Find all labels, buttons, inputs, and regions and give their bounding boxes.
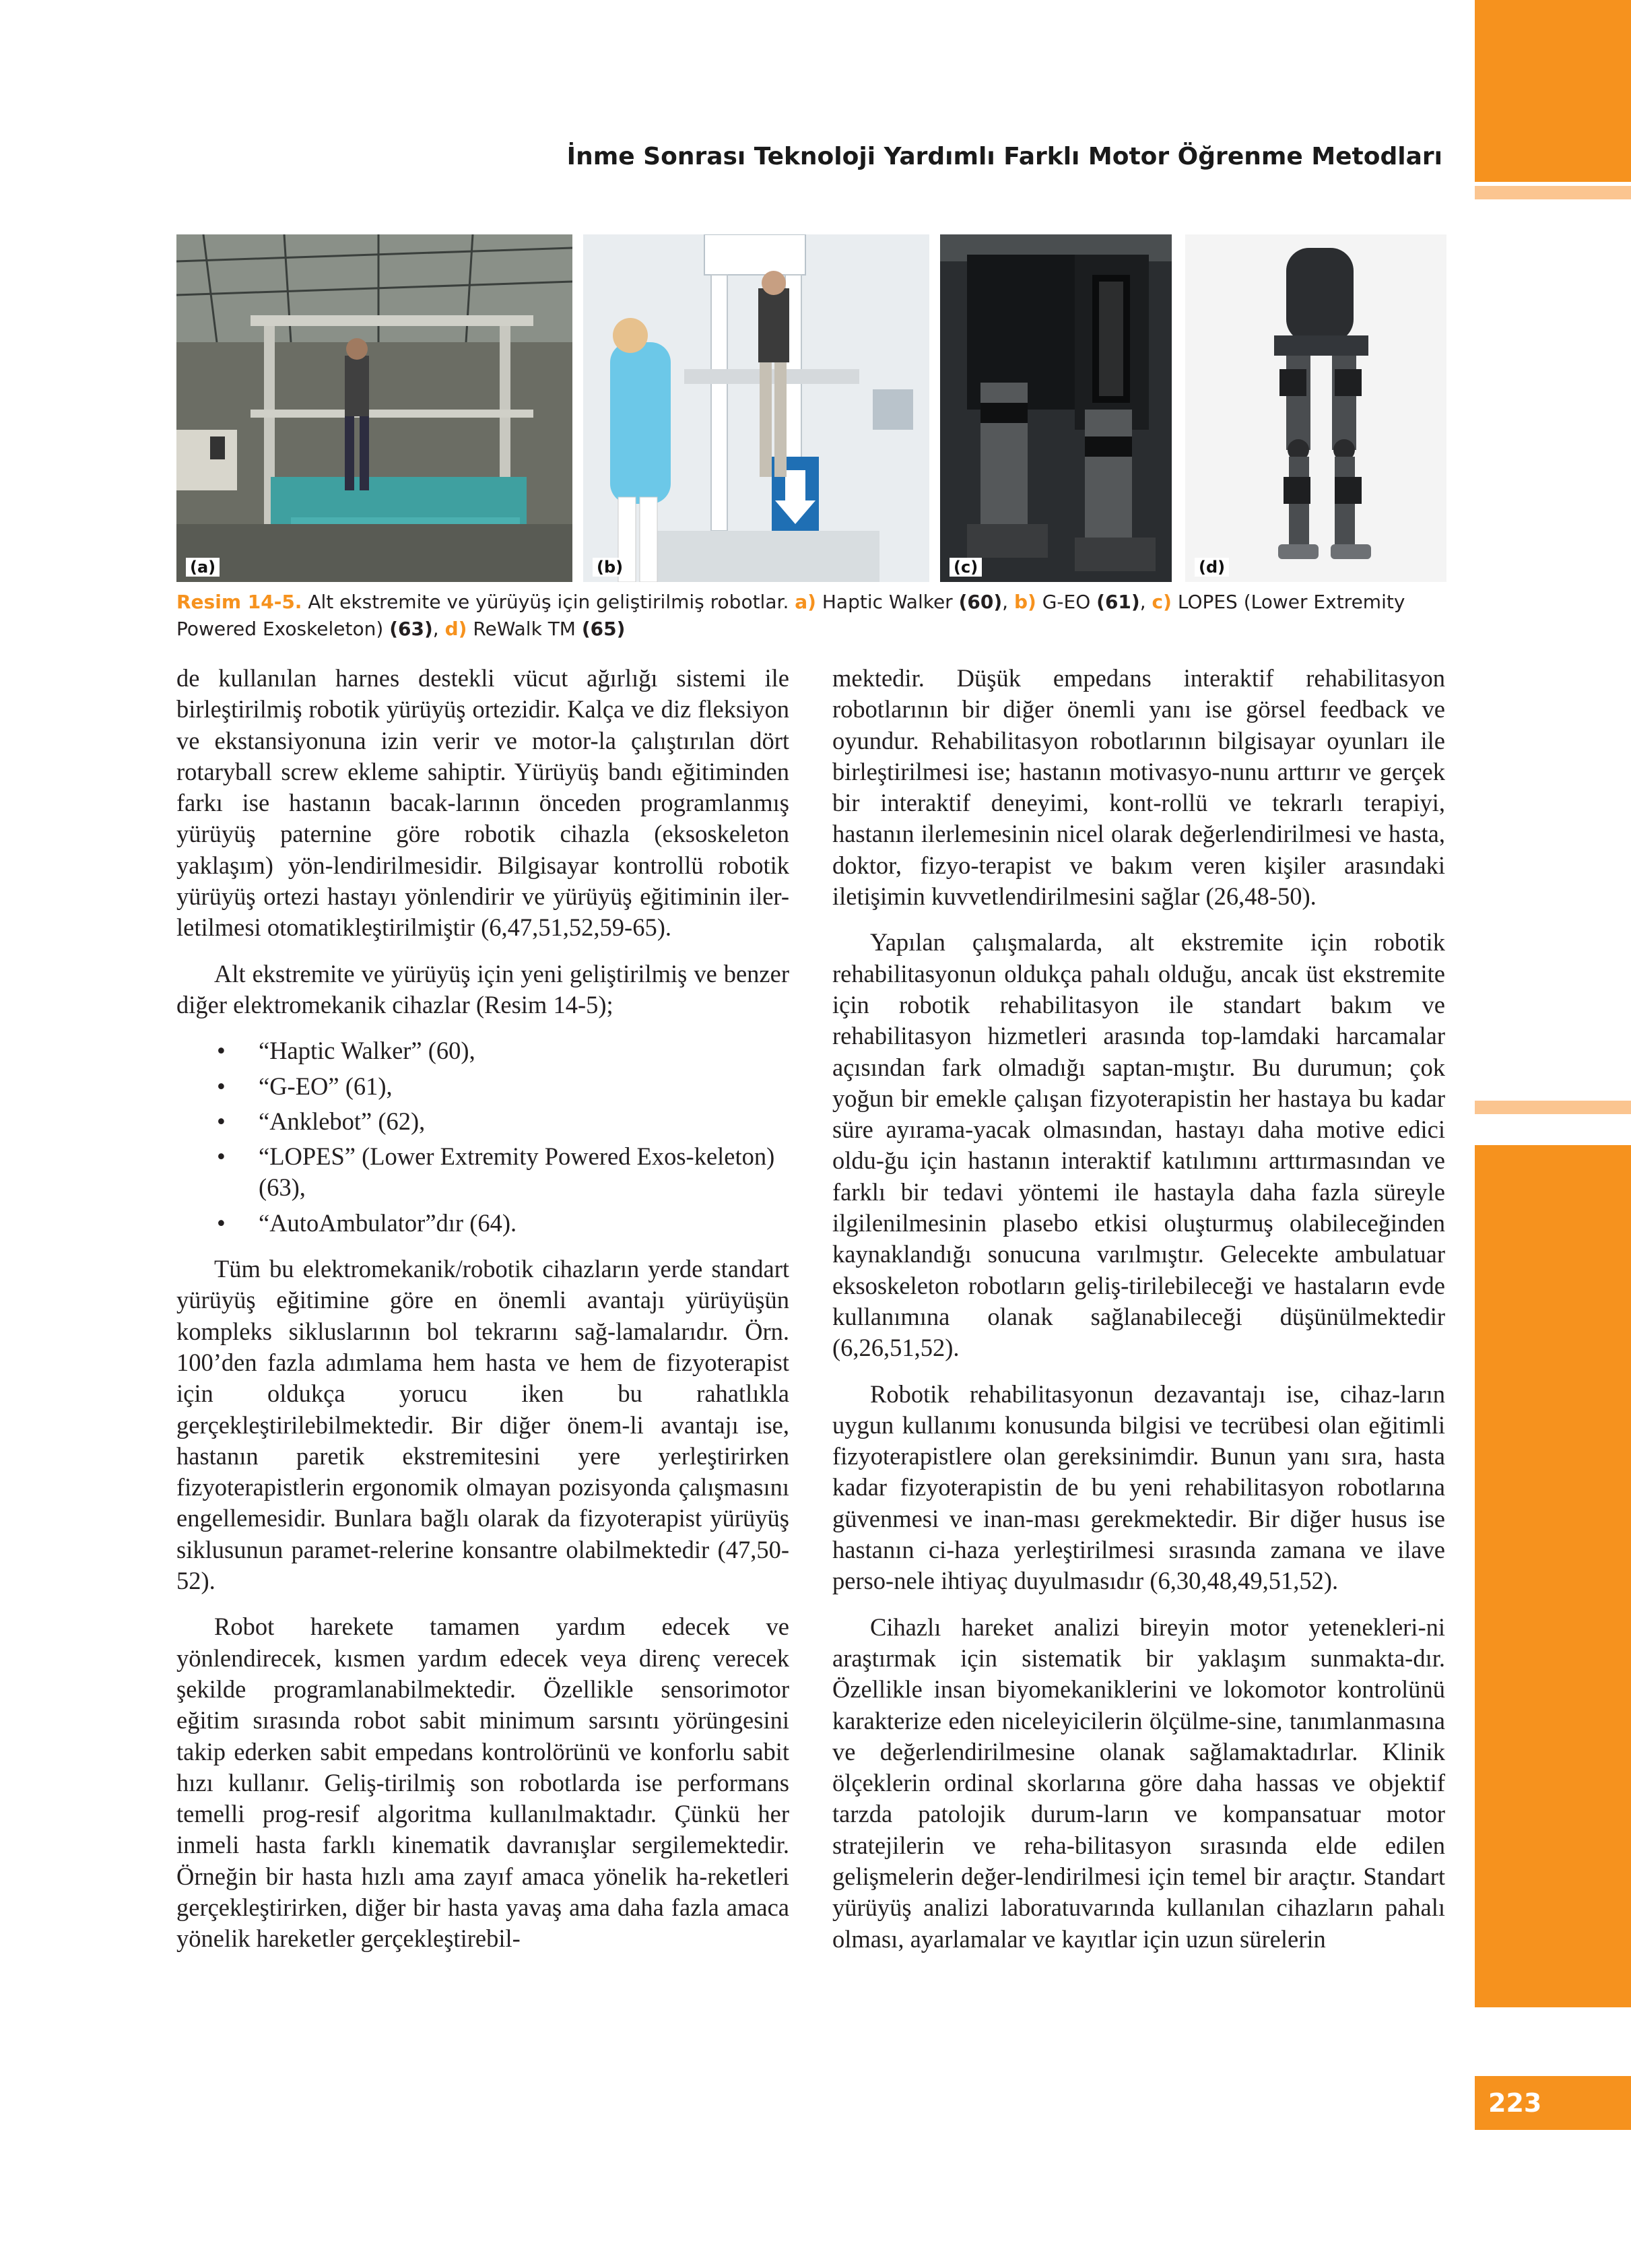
- figure-b-geo: [583, 234, 929, 582]
- list-item: • “AutoAmbulator”dır (64).: [176, 1208, 789, 1239]
- caption-b-text: G-EO: [1036, 591, 1097, 613]
- list-item: • “LOPES” (Lower Extremity Powered Exos-keleton) (63),: [176, 1141, 789, 1204]
- caption-a-ref: (60): [958, 591, 1003, 613]
- figure-d-rewalk: [1185, 234, 1446, 582]
- caption-b-marker: b): [1013, 591, 1036, 613]
- paragraph: Cihazlı hareket analizi bireyin motor yetenekleri-ni araştırmak için sistematik bir yaklaşım sunmakta-dır. Özellikle insan biyomekaniklerini ve lokomotor kontrolünü karakterize eden niceleyicilerin ölçülme-sine, tanımlanmasına ve değerlendirilmesine olanak sağlamaktadırlar. Klinik ölçeklerin ordinal skorlarına göre daha hassas ve objektif tarzda patolojik durum-ların ve kompansatuar motor stratejilerin ve reha-bilitasyon sırasında elde edilen gelişmelerin değer-lendirilmesi için temel bir araçtır. Standart yürüyüş analizi laboratuvarında kullanılan cihazların pahalı olması, ayarlamalar ve kayıtlar için uzun sürelerin: [832, 1613, 1445, 1953]
- figure-label: (a): [186, 558, 220, 577]
- left-column: [176, 663, 789, 1970]
- paragraph: Robot harekete tamamen yardım edecek ve yönlendirecek, kısmen yardım edecek veya direnç verecek şekilde programlanabilmektedir. Özellikle sensorimotor eğitim sırasında robot sabit minimum sarsıntı yörüngesini takip ederken sabit empedans kontrolörünü ve konforlu sabit hızı kullanır. Geliş-tirilmiş son robotlarda ise performans temelli prog-resif algoritma kullanılmaktadır. Çünkü her inmeli hasta farklı kinematik davranışlar sergilemektedir. Örneğin bir hasta hızlı ama zayıf amaca yönelik ha-reketleri gerçekleştirirken, diğer bir hasta yavaş ama daha fazla amaca yönelik hareketler gerçekleştirebil-: [176, 1613, 789, 1953]
- caption-d-marker: d): [444, 618, 467, 640]
- paragraph: de kullanılan harnes destekli vücut ağırlığı sistemi ile birleştirilmiş robotik yürüyüş ortezidir. Kalça ve diz fleksiyon ve ekstansiyonuna izin verir ve motor-la çalıştırılan dört rotaryball screw ekleme sahiptir. Yürüyüş bandı eğitiminden farkı ise hastanın bacak-larının önceden programlanmış yürüyüş paternine göre robotik cihazla (eksoskeleton yaklaşım) yön-lendirilmesidir. Bilgisayar kontrollü robotik yürüyüş ortezi hastayı yönlendirir ve yürüyüş eğitiminin iler-letilmesi otomatikleştirilmiştir (6,47,51,52,59-65).: [176, 664, 789, 942]
- paragraph: Tüm bu elektromekanik/robotik cihazların yerde standart yürüyüş eğitimine göre en önemli avantajı yürüyüşün kompleks sikluslarının bol tekrarını sağ-lamalarıdır. Örn. 100’den fazla adımlama hem hasta ve hem de fizyoterapist için oldukça yorucu iken bu rahatlıkla gerçekleştirilebilmektedir. Bir diğer önem-li avantajı ise, hastanın paretik ekstremitesini yere yerleştirirken fizyoterapistlerin ergonomik olmayan pozisyonda çalışmasını engellemesidir. Bunlara bağlı olarak da fizyoterapist yürüyüş siklusunun paramet-relerine konsantre olabilmektedir (47,50-52).: [176, 1255, 789, 1595]
- paragraph: Alt ekstremite ve yürüyüş için yeni geliştirilmiş ve benzer diğer elektromekanik cihazlar (Resim 14-5);: [176, 959, 789, 1018]
- caption-b-ref: (61): [1096, 591, 1140, 613]
- caption-text: Alt ekstremite ve yürüyüş için geliştirilmiş robotlar.: [302, 591, 795, 613]
- side-tab-stripe: [1475, 186, 1631, 199]
- figure-c-lopes: [940, 234, 1172, 582]
- figure-label: (c): [950, 558, 982, 577]
- right-column: [832, 663, 1445, 1970]
- caption-d-ref: (65): [581, 618, 626, 640]
- list-item: • “G-EO” (61),: [176, 1071, 789, 1102]
- figure-a-haptic-walker: [176, 234, 572, 582]
- caption-c-marker: c): [1152, 591, 1172, 613]
- caption-prefix: Resim 14-5.: [176, 591, 302, 613]
- figure-label: (d): [1195, 558, 1229, 577]
- figure-label: (b): [593, 558, 627, 577]
- device-list: [176, 1035, 789, 1239]
- running-head: İnme Sonrası Teknoloji Yardımlı Farklı Motor Öğrenme Metodları: [566, 143, 1442, 170]
- list-item: • “Anklebot” (62),: [176, 1106, 789, 1137]
- caption-d-text: ReWalk TM: [467, 618, 582, 640]
- paragraph: Robotik rehabilitasyonun dezavantajı ise, cihaz-ların uygun kullanımı konusunda bilgisi ve tecrübesi olan eğitimli fizyoterapistlere olan gereksinimdir. Bunun yanı sıra, hasta kadar fizyoterapistin de bu yeni rehabilitasyon robotlarına güvenmesi ve inan-ması gerekmektedir. Bir diğer husus ise hastanın ci-haza yerleştirilmesi sırasında zamana ve ilave perso-nele ihtiyaç duyulmasıdır (6,30,48,49,51,52).: [832, 1380, 1445, 1595]
- caption-c-text: LOPES (Lower Extremity Powered Exoskeleton): [176, 591, 1405, 640]
- paragraph: Yapılan çalışmalarda, alt ekstremite için robotik rehabilitasyonun oldukça pahalı olduğu, ancak üst ekstremite için robotik rehabilitasyon ile standart bakım ve rehabilitasyon hizmetleri arasında top-lamdaki harcamalar açısından fark olmadığı saptan-mıştır. Bu durumun; çok yoğun bir emekle çalışan fizyoterapistin her hastaya bu kadar süre ayırama-yacak olmasından, hastayı daha motive edici oldu-ğu için hastanın interaktif katılımını arttırmasından ve farklı bir tedavi yöntemi ile hastayla daha fazla süreyle ilgilenilmesinin plasebo etkisi oluşturmuş olabileceğinden kaynaklandığı sonucuna varılmıştır. Gelecekte ambulatuar eksoskeleton robotların geliş-tirilebileceği ve hastaların evde kullanımına olanak sağlanabileceği düşünülmektedir (6,26,51,52).: [832, 928, 1445, 1362]
- caption-a-marker: a): [795, 591, 816, 613]
- page-number: 223: [1475, 2076, 1631, 2130]
- caption-c-ref: (63): [389, 618, 433, 640]
- side-tab-stripe: [1475, 1101, 1631, 1114]
- figure-caption: Resim 14-5. Alt ekstremite ve yürüyüş için geliştirilmiş robotlar. a) Haptic Walker (60), b) G-EO (61), c) LOPES (Lower Extremity Powered Exoskeleton) (63), d) ReWalk TM (65): [176, 591, 1405, 640]
- paragraph: mektedir. Düşük empedans interaktif rehabilitasyon robotlarının bir diğer önemli yanı ise görsel feedback ve oyundur. Rehabilitasyon robotlarının bilgisayar oyunları ile birleştirilmesi ise; hastanın motivasyo-nunu arttırır ve gerçek bir interaktif deneyimi, kont-rollü ve tekrarlı terapiyi, hastanın ilerlemesinin nicel olarak değerlendirilmesi ve hasta, doktor, fizyo-terapist ve bakım veren kişiler arasındaki iletişimin kuvvetlendirilmesini sağlar (26,48-50).: [832, 664, 1445, 911]
- side-tab-middle: [1475, 1145, 1631, 2007]
- list-item: • “Haptic Walker” (60),: [176, 1035, 789, 1066]
- side-tab-top: [1475, 0, 1631, 182]
- caption-a-text: Haptic Walker: [816, 591, 959, 613]
